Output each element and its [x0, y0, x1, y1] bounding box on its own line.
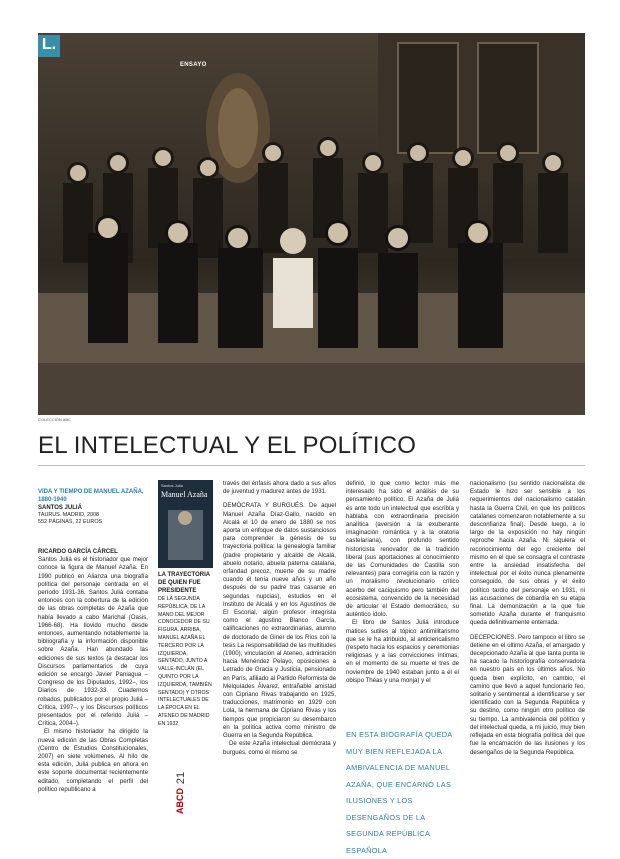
cover-title: Manuel Azaña	[161, 490, 208, 499]
article-column-1	[38, 548, 148, 794]
paragraph: Santos Juliá es el historiador que mejor conoce la figura de Manuel Azaña. En 1990 publicó en Alianza una biografía política del personaje centrada en el período 1931-36. Santos Juliá contaba entonces con la cobertura de la edición de las obras completas de Azaña que había llevado a cabo Marichal (Oasis, 1966-68). Ha llovido mucho desde entonces, aumentando notablemente la bibliografía y la información disponible sobre Azaña. Han abundado las ediciones de sus textos (a destacar los Discursos parlamentarios de cuya edición se encargó Javier Paniagua –Congreso de los Diputados, 1992–, los Diarios de 1932-33. Cuadernos robados, publicados por el propio Juliá –Crítica, 1997–, y los Discursos políticos presentados por el referido Juliá –Crítica, 2004–).	[38, 556, 148, 728]
headline-rule	[38, 465, 585, 466]
headline: EL INTELECTUAL Y EL POLÍTICO	[38, 432, 417, 459]
book-title: VIDA Y TIEMPO DE MANUEL AZAÑA,	[38, 489, 144, 495]
brand-logo: ABCD	[175, 788, 185, 814]
section-label: ENSAYO	[180, 62, 207, 68]
archive-photo	[38, 33, 585, 415]
paragraph: definió, lo que como lector más me interesado ha sido el análisis de su pensamiento político. El Azaña de Juliá es ante todo un intelectual que escribía y hablaba con extraordinaria precisión analítica (aversión a la exuberante imaginación romántica y a la oratoria castelariana), con profundo sentido historicista renovador de la tradición liberal (sus aportaciones al conocimiento de las Comunidades de Castilla son relevantes) para corregirla con la razón y un moralismo revolucionario crítico acerbo del caciquismo pero también del ecosistema, convencido de la necesidad de articular el Estado democrático, su auténtico ídolo.	[346, 480, 459, 619]
book-publisher: TAURUS. MADRID, 2008	[38, 512, 100, 518]
paragraph: DEMÓCRATA Y BURGUÉS. De aquel Manuel Azaña Díaz-Gallo, nacido en Alcalá el 10 de enero de 1880 se nos aporta un enfoque de datos sustanciosos para comprender la génesis de su trayectoria política: la genealogía familiar (padre propietario y alcalde de Alcalá, abuelo notario, abuela paterna catalana, orfandad precoz, muerte de su madre cuando él tenía nueve años y un año después de su padre tras casarse en segundas nupcias), estudios en el Instituto de Alcalá y en los Agustinos de El Escorial, algún profesor integrista como el agustino Blanco García, calificaciones no extraordinarias, alumno de doctorado de Giner de los Ríos con la tesis La responsabilidad de las multitudes (1900), vinculación al Ateneo, admiración hacia Menéndez Pelayo, oposiciones a Letrado de Gracia y Justicia, pensionado en París, afiliado al Partido Reformista de Melquíades Álvarez, entrañable amistad con Cipriano Rivas trabajando en 1925, traducciones, matrimonio en 1929 con Lola, la hermana de Cipriano Rivas y los tiempos que propiciaron su desembarco en la política activa como ministro de Guerra en la Segunda República.	[223, 502, 336, 740]
article-column-3	[346, 480, 459, 685]
book-years: 1880-1940	[38, 497, 67, 503]
pull-quote: EN ESTA BIOGRAFÍA QUEDA MUY BIEN REFLEJADA LA AMBIVALENCIA DE MANUEL AZAÑA, QUE ENCARNÓ LAS ILUSIONES Y LOS DESENGAÑOS DE LA SEGUNDA REPÚBLICA ESPAÑOLA	[346, 730, 453, 855]
section-logo: L.	[38, 35, 60, 57]
book-cover	[158, 480, 213, 568]
paragraph: De este Azaña intelectual demócrata y burgués, como él mismo se	[223, 740, 336, 756]
paragraph: El mismo historiador ha dirigido la nueva edición de las Obras Completas (Centro de Estudios Constitucionales, 2007) en siete volúmenes. Al hilo de esta edición, Juliá publica en ahora en este soporte documental recientemente editado, completando el perfil del político republicano a	[38, 728, 148, 793]
page-number: 21	[175, 771, 188, 785]
caption-text: DE LA SEGUNDA REPÚBLICA, DE LA MANO DEL MEJOR CONOCEDOR DE SU FIGURA. ARRIBA, MANUEL AZAÑA EL TERCERO POR LA IZQUIERDA, SENTADO, JUNTO A VALLE-INCLÁN (EL QUINTO POR LA IZQUIERDA, TAMBIÉN SENTADO) Y OTROS INTELECTUALES DE LA ÉPOCA EN EL ATENEO DE MADRID EN 1932	[158, 596, 212, 727]
byline: RICARDO GARCÍA CÁRCEL	[38, 549, 118, 555]
article-column-4	[470, 480, 585, 757]
book-author: SANTOS JULIÁ	[38, 505, 82, 511]
caption-heading: LA TRAYECTORIA DE QUIEN FUE PRESIDENTE	[158, 572, 210, 594]
paragraph: nacionalismo (su sentido nacionalista de Estado le hizo ser sensible a los requerimientos del nacionalismo catalán hasta la Guerra Civil, en que los políticos catalanes comenzaron notablemente a su desconfianza final). Desde luego, a lo largo de la exposición no hay ningún reproche hacia Azaña. Ni siquiera el reconocimiento del ego creciente del mismo en el que se consagra el contraste entre la ansiedad insatisfecha del intelectual por el éxito nunca plenamente conseguido, de sus obras y el éxito político tardío del personaje en 1931, ni las acusaciones de cobardía en su etapa final. La demonización a la que fue sometido Azaña durante el franquismo queda definitivamente enterrada.	[470, 480, 585, 627]
page-folio	[175, 770, 190, 820]
book-info	[38, 488, 148, 526]
group-photo-illustration	[38, 33, 585, 415]
paragraph: través del énfasis ahora dado a sus años de juventud y madurez antes de 1931.	[223, 480, 336, 496]
article-column-2	[223, 480, 336, 757]
paragraph: DECEPCIONES. Pero tampoco el libro se detiene en el último Azaña, el amargado y decepcionado Azaña al que tanta punta le ha sacado la historiografía conservadora en nuestro país en los últimos años. No queda bien explícito, en cambio, el camino que llevó a aquel funcionario feo, solitario y sentimental a identificarse y ser identificado con la Segunda República y su destino, como ningún otro político de su tiempo. La ambivalencia del político y del intelectual queda, a mi juicio, muy bien reflejada en esta biografía política del que fue la encarnación de las ilusiones y los desengaños de la Segunda República.	[470, 633, 585, 756]
cover-author: Santos Juliá	[161, 483, 183, 488]
book-pages: 552 PÁGINAS, 22 EUROS	[38, 519, 103, 525]
photo-credit: COLECCIÓN ABC	[38, 417, 71, 422]
paragraph: El libro de Santos Juliá introduce matices sutiles al tópico antimilitarismo que se le ha atribuido, al anticlericalismo (respeto hacia los espacios y ceremonias religiosas y a las convicciones íntimas; en el momento de su muerte el tres de noviembre de 1940 estaban junto a él el obispo Théas y una monja) y el	[346, 619, 459, 684]
